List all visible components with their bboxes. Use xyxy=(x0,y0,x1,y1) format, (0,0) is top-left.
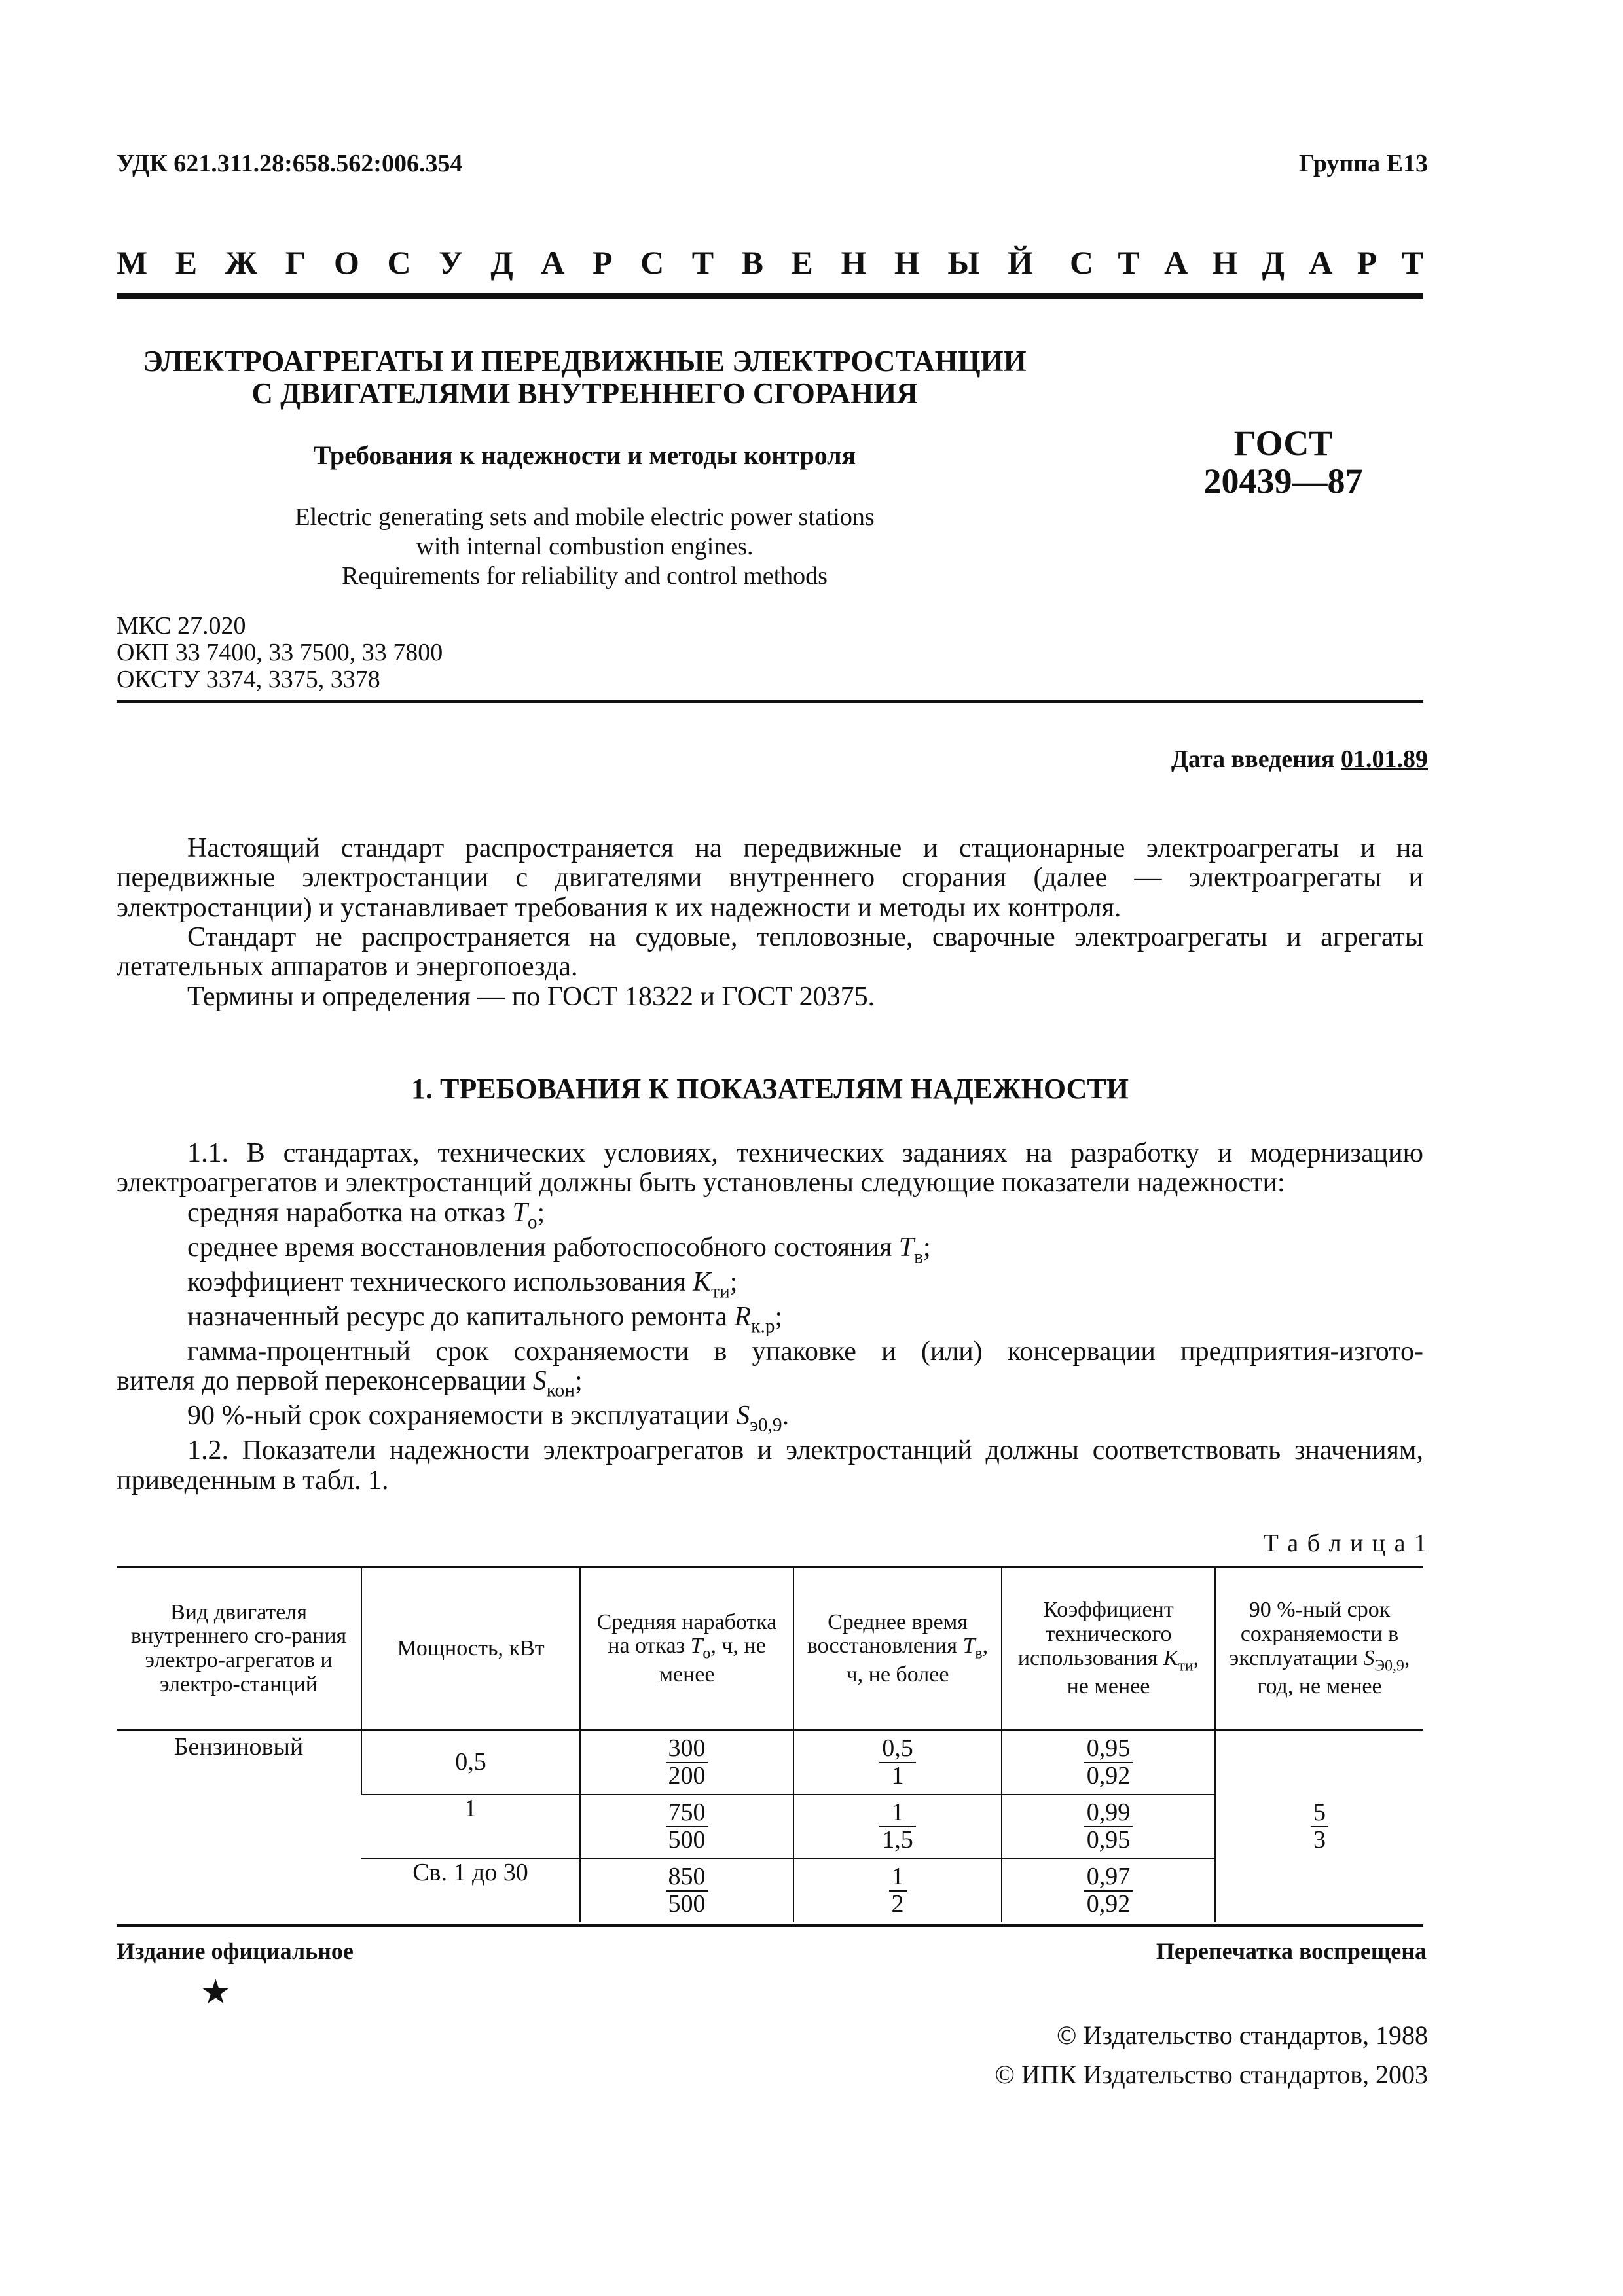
english-title xyxy=(117,503,1053,590)
cell-restore-time: $\frac{1}{2}$ xyxy=(793,1859,1002,1922)
english-title-line-1: Electric generating sets and mobile electric power stations xyxy=(295,503,875,531)
copyright-2003: © ИПК Издательство стандартов, 2003 xyxy=(994,2060,1428,2089)
code-okstu: ОКСТУ 3374, 3375, 3378 xyxy=(117,666,380,694)
header-engine-type: Вид двигателя внутреннего сго-рания электро-агрегатов и электро-станций xyxy=(130,1600,347,1696)
banner-letter: Т xyxy=(1401,244,1423,281)
cell-utilization: $\frac{0,99}{0,95}$ xyxy=(1002,1795,1215,1859)
cell-mtbf: $\frac{750}{500}$ xyxy=(580,1795,793,1859)
header-mtbf: Средняя наработка на отказ $T_о$, ч, не менее xyxy=(580,1568,793,1729)
intro-date-label: Дата введения xyxy=(1171,745,1335,773)
banner-letter: Н xyxy=(1212,244,1238,281)
copyright-1988: © Издательство стандартов, 1988 xyxy=(1056,2020,1428,2050)
star-icon: ★ xyxy=(200,1974,231,2011)
banner-letter: Д xyxy=(1262,244,1285,281)
cell-engine-type: Бензиновый xyxy=(173,1733,304,1761)
official-edition: Издание официальное xyxy=(117,1938,354,1964)
code-mks: МКС 27.020 xyxy=(117,612,246,639)
banner-word-standard xyxy=(1070,243,1423,281)
gost-designation xyxy=(1152,424,1414,501)
indicator-utilization: коэффициент технического использования $K_{ти}$; xyxy=(187,1266,738,1302)
indicator-resource: назначенный ресурс до капитального ремонта $R_{к.р}$; xyxy=(187,1301,783,1337)
banner-letter: А xyxy=(1164,244,1188,281)
clause-1-2: 1.2. Показатели надежности электроагрегатов и электростанций должны соответствовать значениям, приведенным в табл. 1. xyxy=(117,1435,1423,1496)
intro-text xyxy=(117,834,1423,1012)
banner-letter: Р xyxy=(592,244,613,281)
banner-letter: С xyxy=(387,244,411,281)
banner-letter: Ы xyxy=(947,244,980,281)
banner-letter: У xyxy=(439,244,463,281)
banner-letter: Ж xyxy=(225,244,258,281)
banner-letter: Д xyxy=(490,244,513,281)
banner-letter: М xyxy=(117,244,148,281)
code-okp: ОКП 33 7400, 33 7500, 33 7800 xyxy=(117,639,443,667)
standard-banner xyxy=(117,243,1423,281)
title-line-1: ЭЛЕКТРОАГРЕГАТЫ И ПЕРЕДВИЖНЫЕ ЭЛЕКТРОСТАНЦИИ xyxy=(143,345,1027,378)
indicator-mtbf: средняя наработка на отказ $T_о$; xyxy=(187,1197,545,1232)
table-1-caption: Т а б л и ц а 1 xyxy=(1263,1530,1428,1557)
table-row xyxy=(117,1731,1423,1795)
section-1-heading: 1. ТРЕБОВАНИЯ К ПОКАЗАТЕЛЯМ НАДЕЖНОСТИ xyxy=(411,1073,1129,1105)
intro-date xyxy=(1171,745,1428,774)
banner-letter: Н xyxy=(894,244,920,281)
udk-code: УДК 621.311.28:658.562:006.354 xyxy=(117,150,463,177)
footer-rule xyxy=(117,1924,1423,1927)
indicator-storage-90: 90 %-ный срок сохраняемости в эксплуатации $S_{э0,9}$. xyxy=(187,1401,790,1436)
header-utilization: Коэффициент технического использования $K_{ти}$, не менее xyxy=(1002,1568,1215,1729)
codes-rule xyxy=(117,700,1423,703)
indicator-restore-time: среднее время восстановления работоспособного состояния $T_в$; xyxy=(187,1232,931,1268)
banner-letter: Н xyxy=(841,244,867,281)
group-code: Группа Е13 xyxy=(1298,150,1428,177)
banner-letter: В xyxy=(741,244,763,281)
section-1-text xyxy=(117,1139,1423,1496)
banner-rule xyxy=(117,293,1423,299)
banner-letter: А xyxy=(541,244,565,281)
banner-letter: Р xyxy=(1357,244,1377,281)
banner-letter: Т xyxy=(1118,244,1140,281)
table-1 xyxy=(117,1566,1423,1922)
english-title-line-3: Requirements for reliability and control methods xyxy=(342,562,828,590)
cell-utilization: $\frac{0,95}{0,92}$ xyxy=(1002,1731,1215,1795)
header-storage-period: 90 %-ный срок сохраняемости в эксплуатации $S_{Э0,9}$, год, не менее xyxy=(1215,1568,1423,1729)
header-power: Мощность, кВт xyxy=(361,1568,580,1729)
title-line-2: С ДВИГАТЕЛЯМИ ВНУТРЕННЕГО СГОРАНИЯ xyxy=(251,376,918,410)
gost-label: ГОСТ xyxy=(1233,423,1333,463)
gost-number: 20439—87 xyxy=(1203,461,1363,501)
document-subtitle: Требования к надежности и методы контроля xyxy=(313,440,856,470)
clause-1-1: 1.1. В стандартах, технических условиях, технических заданиях на разработку и модернизацию электроагрегатов и электростанций должны быть установлены следующие показатели надежности: xyxy=(117,1138,1423,1198)
banner-letter: Г xyxy=(285,244,306,281)
cell-restore-time: $\frac{0,5}{1}$ xyxy=(793,1731,1002,1795)
intro-paragraph-1: Настоящий стандарт распространяется на передвижные и стационарные электроагрегаты и на передвижные электростанции с двигателями внутреннего сгорания (далее — электроагрегаты и электростанции) и устанавливает требования к их надежности и методы их контроля. xyxy=(117,833,1423,923)
indicator-storage-gamma-line2: вителя до первой переконсервации $S_{кон}$; xyxy=(117,1366,583,1401)
cell-mtbf: $\frac{850}{500}$ xyxy=(580,1859,793,1922)
banner-letter: С xyxy=(1070,244,1094,281)
header-restore-time: Среднее время восстановления $T_в$, ч, не более xyxy=(793,1568,1002,1729)
intro-paragraph-2: Стандарт не распространяется на судовые, тепловозные, сварочные электроагрегаты и агрегаты летательных аппаратов и энергопоезда. xyxy=(117,922,1423,982)
banner-letter: А xyxy=(1309,244,1333,281)
cell-mtbf: $\frac{300}{200}$ xyxy=(580,1731,793,1795)
banner-letter: Е xyxy=(791,244,813,281)
cell-power: 1 xyxy=(361,1795,580,1859)
cell-power: Св. 1 до 30 xyxy=(361,1859,580,1922)
cell-utilization: $\frac{0,97}{0,92}$ xyxy=(1002,1859,1215,1922)
banner-letter: О xyxy=(334,244,359,281)
english-title-line-2: with internal combustion engines. xyxy=(416,532,754,560)
banner-letter: С xyxy=(640,244,665,281)
document-title xyxy=(117,346,1053,409)
reprint-prohibited: Перепечатка воспрещена xyxy=(1156,1938,1427,1964)
classification-codes xyxy=(117,613,443,693)
intro-date-value: 01.01.89 xyxy=(1341,745,1428,773)
banner-letter: Й xyxy=(1008,244,1033,281)
cell-storage-period: $\frac{5}{3}$ xyxy=(1215,1731,1423,1922)
intro-paragraph-3: Термины и определения — по ГОСТ 18322 и ГОСТ 20375. xyxy=(187,981,875,1012)
cell-power: 0,5 xyxy=(361,1731,580,1795)
banner-letter: Т xyxy=(691,244,714,281)
cell-restore-time: $\frac{1}{1,5}$ xyxy=(793,1795,1002,1859)
indicator-storage-gamma-line1: гамма-процентный срок сохраняемости в упаковке и (или) консервации предприятия-изгото- xyxy=(187,1336,1423,1367)
banner-letter: Е xyxy=(175,244,198,281)
banner-word-interstate xyxy=(117,243,1033,281)
